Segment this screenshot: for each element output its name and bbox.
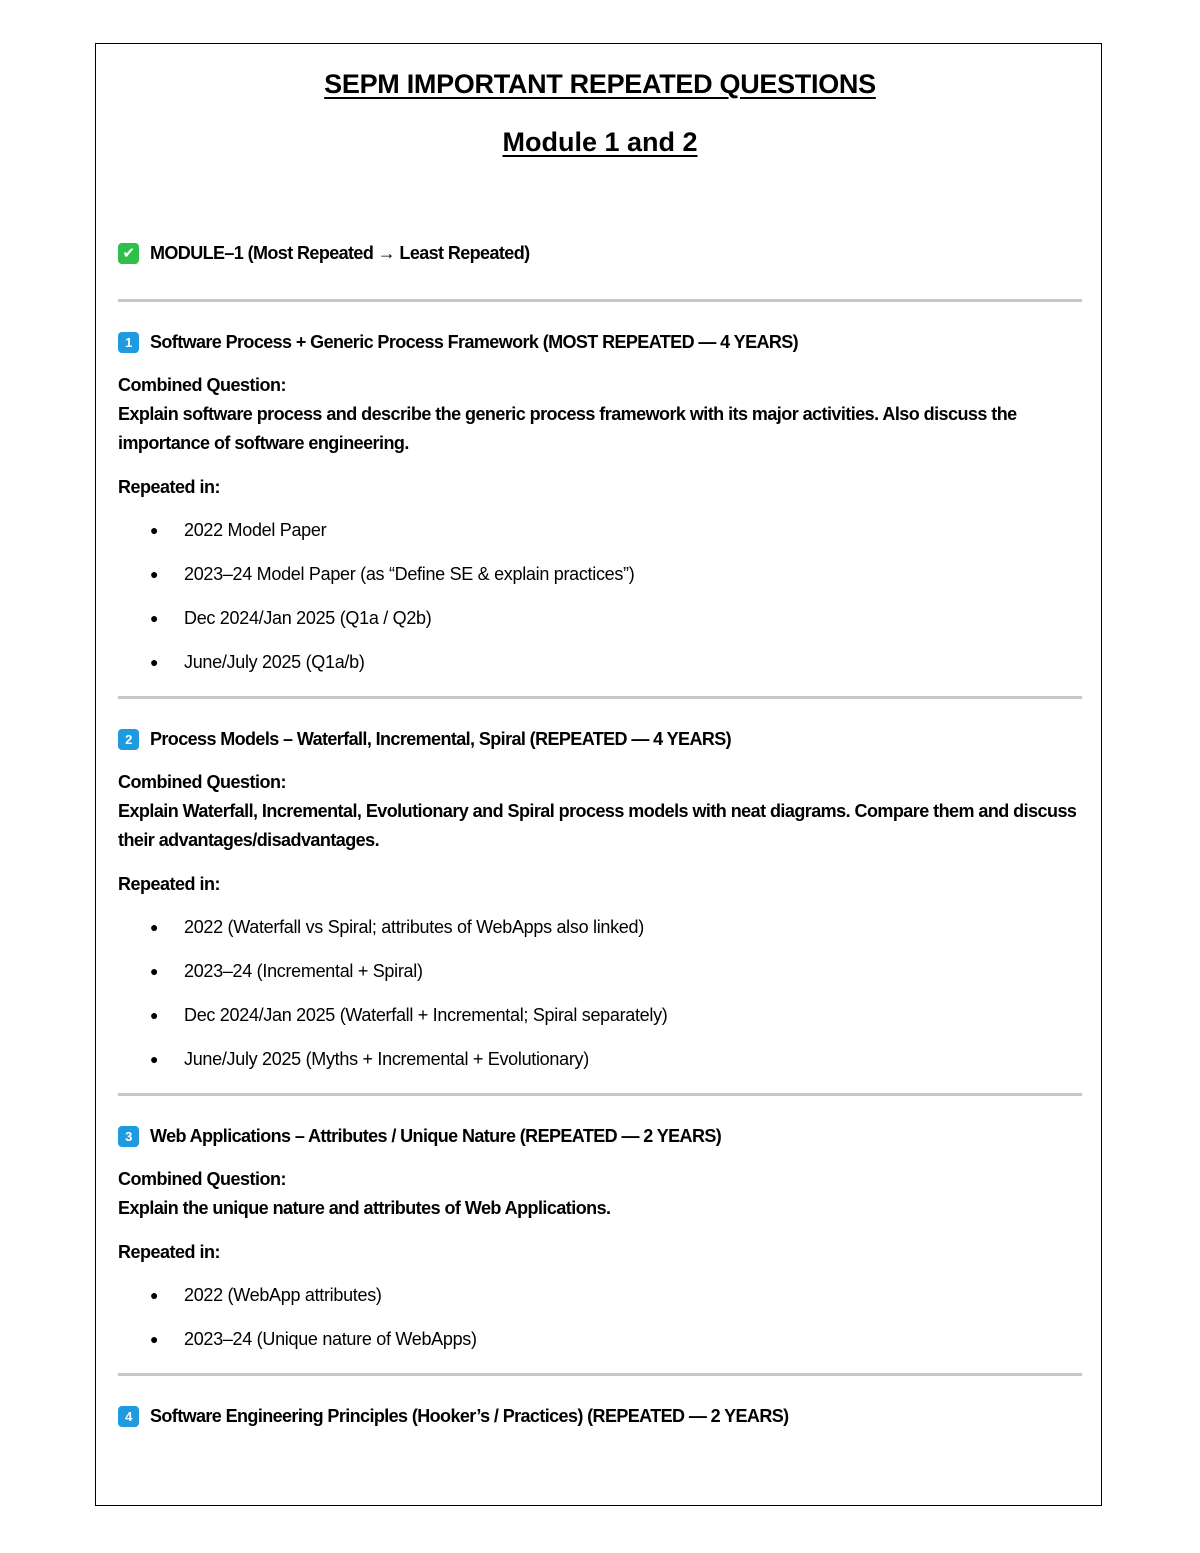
repeated-in-label: Repeated in: bbox=[118, 1242, 221, 1262]
section-divider bbox=[118, 1373, 1082, 1376]
list-item: ● 2022 (WebApp attributes) bbox=[118, 1281, 1082, 1325]
document-subtitle: Module 1 and 2 bbox=[502, 127, 698, 157]
combined-question-text: Explain the unique nature and attributes of Web Applications. bbox=[118, 1198, 611, 1218]
document-body bbox=[118, 66, 1082, 1430]
list-item: ● Dec 2024/Jan 2025 (Q1a / Q2b) bbox=[118, 604, 1082, 648]
combined-question-label: Combined Question: bbox=[118, 772, 286, 792]
section-3 bbox=[118, 1122, 1082, 1369]
repeated-in-list bbox=[118, 1281, 1082, 1369]
section-heading bbox=[118, 328, 1082, 356]
list-item: ● June/July 2025 (Myths + Incremental + Evolutionary) bbox=[118, 1045, 1082, 1089]
list-item: ● 2023–24 (Unique nature of WebApps) bbox=[118, 1325, 1082, 1369]
list-item: ● 2023–24 (Incremental + Spiral) bbox=[118, 957, 1082, 1001]
bullet-icon: ● bbox=[150, 963, 159, 979]
number-3-icon: 3 bbox=[118, 1126, 139, 1147]
section-heading-text: Software Engineering Principles (Hooker’s / Practices) (REPEATED — 2 YEARS) bbox=[150, 1405, 789, 1426]
repeated-in-label: Repeated in: bbox=[118, 477, 221, 497]
repeated-in-list bbox=[118, 516, 1082, 692]
section-4 bbox=[118, 1402, 1082, 1430]
bullet-icon: ● bbox=[150, 654, 159, 670]
section-1 bbox=[118, 328, 1082, 692]
section-divider bbox=[118, 696, 1082, 699]
bullet-icon: ● bbox=[150, 1007, 159, 1023]
section-heading bbox=[118, 725, 1082, 753]
check-mark-icon: ✔ bbox=[118, 243, 139, 264]
number-1-icon: 1 bbox=[118, 332, 139, 353]
section-heading bbox=[118, 1122, 1082, 1150]
bullet-icon: ● bbox=[150, 1051, 159, 1067]
bullet-icon: ● bbox=[150, 919, 159, 935]
bullet-icon: ● bbox=[150, 1331, 159, 1347]
repeated-in-list bbox=[118, 913, 1082, 1089]
bullet-icon: ● bbox=[150, 566, 159, 582]
combined-question-label: Combined Question: bbox=[118, 1169, 286, 1189]
section-heading-text: Web Applications – Attributes / Unique Nature (REPEATED — 2 YEARS) bbox=[150, 1125, 722, 1146]
bullet-icon: ● bbox=[150, 610, 159, 626]
list-item: ● Dec 2024/Jan 2025 (Waterfall + Incremental; Spiral separately) bbox=[118, 1001, 1082, 1045]
document-title: SEPM IMPORTANT REPEATED QUESTIONS bbox=[324, 69, 876, 99]
section-heading-text: Process Models – Waterfall, Incremental, Spiral (REPEATED — 4 YEARS) bbox=[150, 728, 732, 749]
list-item: ● 2023–24 Model Paper (as “Define SE & explain practices”) bbox=[118, 560, 1082, 604]
section-2 bbox=[118, 725, 1082, 1089]
bullet-icon: ● bbox=[150, 1287, 159, 1303]
number-4-icon: 4 bbox=[118, 1406, 139, 1427]
module-heading-text: MODULE–1 (Most Repeated → Least Repeated) bbox=[150, 242, 530, 263]
section-divider bbox=[118, 1093, 1082, 1096]
repeated-in-label: Repeated in: bbox=[118, 874, 221, 894]
bullet-icon: ● bbox=[150, 522, 159, 538]
section-heading bbox=[118, 1402, 1082, 1430]
section-heading-text: Software Process + Generic Process Framework (MOST REPEATED — 4 YEARS) bbox=[150, 331, 799, 352]
list-item: ● 2022 (Waterfall vs Spiral; attributes of WebApps also linked) bbox=[118, 913, 1082, 957]
combined-question-label: Combined Question: bbox=[118, 375, 286, 395]
number-2-icon: 2 bbox=[118, 729, 139, 750]
module-heading bbox=[118, 238, 1082, 268]
section-divider bbox=[118, 299, 1082, 302]
combined-question-text: Explain software process and describe the generic process framework with its major activities. Also discuss the importance of software engineering. bbox=[118, 404, 1017, 453]
list-item: ● 2022 Model Paper bbox=[118, 516, 1082, 560]
combined-question-text: Explain Waterfall, Incremental, Evolutionary and Spiral process models with neat diagrams. Compare them and discuss their advantages/disadvantages. bbox=[118, 801, 1077, 850]
list-item: ● June/July 2025 (Q1a/b) bbox=[118, 648, 1082, 692]
